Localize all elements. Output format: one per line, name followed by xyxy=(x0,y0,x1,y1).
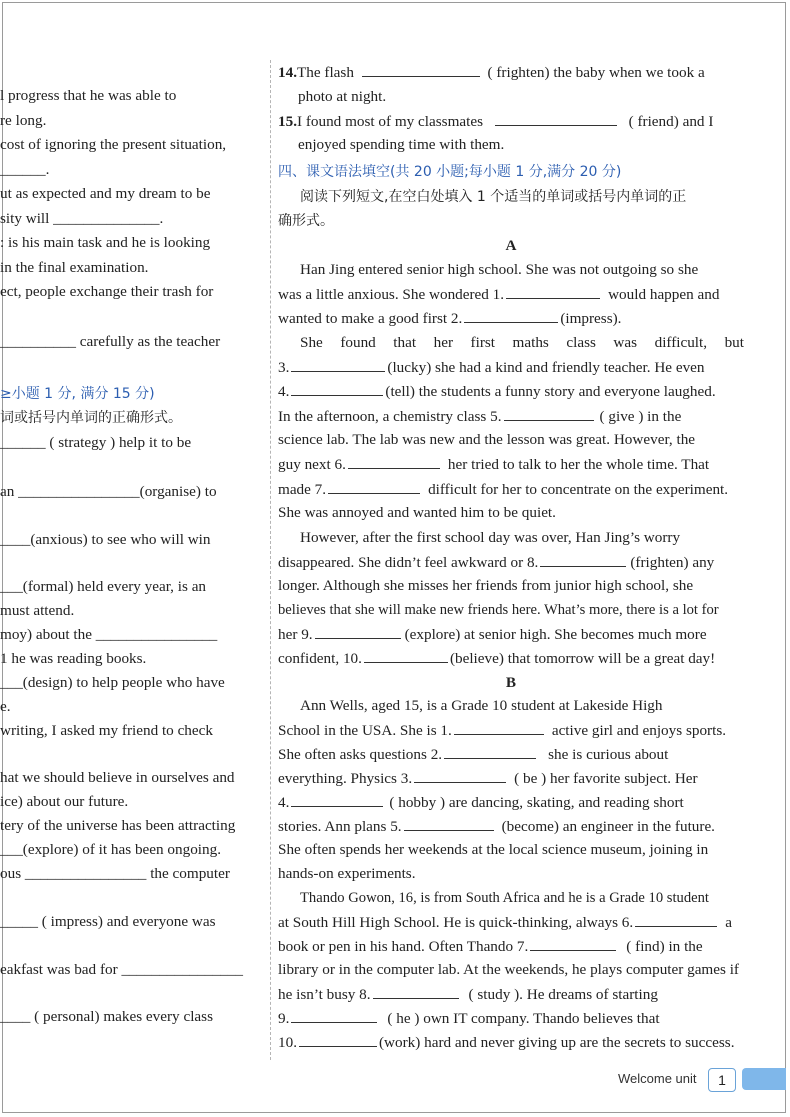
passage-a-line: science lab. The lab was new and the lesson was great. However, the xyxy=(278,431,696,448)
question-14: 14.The flash ( frighten) the baby when we took a xyxy=(278,60,744,85)
left-column-line: e. xyxy=(0,698,11,715)
answer-blank[interactable] xyxy=(348,452,440,469)
answer-blank[interactable] xyxy=(291,790,383,807)
passage-a-line: was a little anxious. She wondered 1. would happen and xyxy=(278,282,744,307)
left-column-line: hat we should believe in ourselves and xyxy=(0,769,235,786)
answer-blank[interactable] xyxy=(506,282,600,299)
passage-b-line: at South Hill High School. He is quick-thinking, always 6. a xyxy=(278,910,744,935)
passage-b-line: library or in the computer lab. At the weekends, he plays computer games if xyxy=(278,961,739,978)
question-15: 15.I found most of my classmates ( friend) and I xyxy=(278,109,744,134)
passage-b-line: 9. ( he ) own IT company. Thando believes that xyxy=(278,1006,744,1031)
left-column-line: ___(design) to help people who have xyxy=(0,674,225,691)
section-title: 四、课文语法填空(共 20 小题;每小题 1 分,满分 20 分) xyxy=(278,164,622,180)
left-column-line: ice) about our future. xyxy=(0,793,129,810)
passage-b-line: 10. (work) hard and never giving up are the secrets to success. xyxy=(278,1030,744,1055)
left-column-line: ut as expected and my dream to be xyxy=(0,185,211,202)
answer-blank[interactable] xyxy=(299,1030,377,1047)
left-column-line: writing, I asked my friend to check xyxy=(0,722,213,739)
left-column-line: must attend. xyxy=(0,602,75,619)
passage-a-line: Han Jing entered senior high school. She was not outgoing so she xyxy=(300,261,699,278)
left-column-line: l progress that he was able to xyxy=(0,87,177,104)
passage-a-line: She found that her first maths class was difficult, but xyxy=(300,334,744,351)
passage-b-line: stories. Ann plans 5. (become) an engineer in the future. xyxy=(278,814,744,839)
passage-a-line: However, after the first school day was over, Han Jing’s worry xyxy=(300,529,681,546)
left-column-line: __________ carefully as the teacher xyxy=(0,333,221,350)
instructions-cont: 确形式。 xyxy=(278,213,334,229)
passage-b-line: everything. Physics 3. ( be ) her favorite subject. Her xyxy=(278,766,744,791)
passage-b-line: book or pen in his hand. Often Thando 7. ( find) in the xyxy=(278,934,744,959)
left-column-line: ______. xyxy=(0,161,50,178)
passage-b-line: She often spends her weekends at the local science museum, joining in xyxy=(278,841,709,858)
left-column-line: 词或括号内单词的正确形式。 xyxy=(0,410,182,426)
question-14-cont: photo at night. xyxy=(298,88,387,105)
left-column-line: in the final examination. xyxy=(0,259,149,276)
passage-a-line: her 9. (explore) at senior high. She becomes much more xyxy=(278,622,744,647)
answer-blank[interactable] xyxy=(454,718,544,735)
right-column xyxy=(278,60,744,1060)
answer-blank[interactable] xyxy=(328,477,420,494)
passage-a-line: longer. Although she misses her friends from junior high school, she xyxy=(278,577,694,594)
passage-b-line: hands-on experiments. xyxy=(278,865,416,882)
left-column-line: ___(formal) held every year, is an xyxy=(0,578,207,595)
answer-blank[interactable] xyxy=(495,109,617,126)
passage-a-line: made 7. difficult for her to concentrate on the experiment. xyxy=(278,477,744,502)
question-15-cont: enjoyed spending time with them. xyxy=(298,136,505,153)
passage-a-line: She was annoyed and wanted him to be quiet. xyxy=(278,504,556,521)
passage-a-line: wanted to make a good first 2. (impress). xyxy=(278,306,744,331)
answer-blank[interactable] xyxy=(364,646,448,663)
passage-b-line: Ann Wells, aged 15, is a Grade 10 student at Lakeside High xyxy=(300,697,663,714)
answer-blank[interactable] xyxy=(635,910,717,927)
passage-b-line: Thando Gowon, 16, is from South Africa and he is a Grade 10 student xyxy=(300,890,709,906)
passage-a-line: confident, 10. (believe) that tomorrow will be a great day! xyxy=(278,646,744,671)
left-column-line: ___(explore) of it has been ongoing. xyxy=(0,841,222,858)
passage-b-line: he isn’t busy 8. ( study ). He dreams of starting xyxy=(278,982,744,1007)
left-column-line: ____ ( personal) makes every class xyxy=(0,1008,213,1025)
left-column-line: cost of ignoring the present situation, xyxy=(0,136,227,153)
left-column xyxy=(0,60,262,1060)
passage-b-line: She often asks questions 2. she is curious about xyxy=(278,742,744,767)
answer-blank[interactable] xyxy=(291,379,383,396)
left-column-line: an ________________(organise) to xyxy=(0,483,217,500)
passage-a-line: disappeared. She didn’t feel awkward or 8. (frighten) any xyxy=(278,550,744,575)
passage-b-line: 4. ( hobby ) are dancing, skating, and reading short xyxy=(278,790,744,815)
passage-a-line: 3. (lucky) she had a kind and friendly teacher. He even xyxy=(278,355,744,380)
column-divider xyxy=(270,60,271,1060)
answer-blank[interactable] xyxy=(291,1006,377,1023)
left-column-line: ______ ( strategy ) help it to be xyxy=(0,434,192,451)
passage-a-line: In the afternoon, a chemistry class 5. ( give ) in the xyxy=(278,404,744,429)
instructions: 阅读下列短文,在空白处填入 1 个适当的单词或括号内单词的正 xyxy=(300,189,687,205)
left-column-line: moy) about the ________________ xyxy=(0,626,218,643)
answer-blank[interactable] xyxy=(291,355,385,372)
left-column-line: _____ ( impress) and everyone was xyxy=(0,913,216,930)
unit-label: Welcome unit xyxy=(618,1071,697,1086)
page-number: 1 xyxy=(708,1068,736,1092)
left-column-line: 1 he was reading books. xyxy=(0,650,147,667)
answer-blank[interactable] xyxy=(404,814,494,831)
passage-a-line: 4. (tell) the students a funny story and everyone laughed. xyxy=(278,379,744,404)
left-column-line: re long. xyxy=(0,112,47,129)
left-column-line: eakfast was bad for ________________ xyxy=(0,961,243,978)
passage-a-title: A xyxy=(505,237,517,254)
passage-a-line: guy next 6. her tried to talk to her the whole time. That xyxy=(278,452,744,477)
answer-blank[interactable] xyxy=(362,60,480,77)
answer-blank[interactable] xyxy=(315,622,401,639)
left-column-line: : is his main task and he is looking xyxy=(0,234,211,251)
left-column-line: ≥小题 1 分, 满分 15 分) xyxy=(0,386,155,402)
left-column-line: tery of the universe has been attracting xyxy=(0,817,236,834)
answer-blank[interactable] xyxy=(504,404,594,421)
answer-blank[interactable] xyxy=(414,766,506,783)
page-tab xyxy=(742,1068,786,1090)
left-column-line: ous ________________ the computer xyxy=(0,865,230,882)
answer-blank[interactable] xyxy=(530,934,616,951)
answer-blank[interactable] xyxy=(464,306,558,323)
left-column-line: sity will ______________. xyxy=(0,210,164,227)
answer-blank[interactable] xyxy=(373,982,459,999)
answer-blank[interactable] xyxy=(444,742,536,759)
left-column-line: ect, people exchange their trash for xyxy=(0,283,214,300)
passage-a-line: believes that she will make new friends here. What’s more, there is a lot for xyxy=(278,602,719,618)
answer-blank[interactable] xyxy=(540,550,626,567)
passage-b-line: School in the USA. She is 1. active girl and enjoys sports. xyxy=(278,718,744,743)
passage-b-title: B xyxy=(505,674,517,691)
left-column-line: ____(anxious) to see who will win xyxy=(0,531,211,548)
